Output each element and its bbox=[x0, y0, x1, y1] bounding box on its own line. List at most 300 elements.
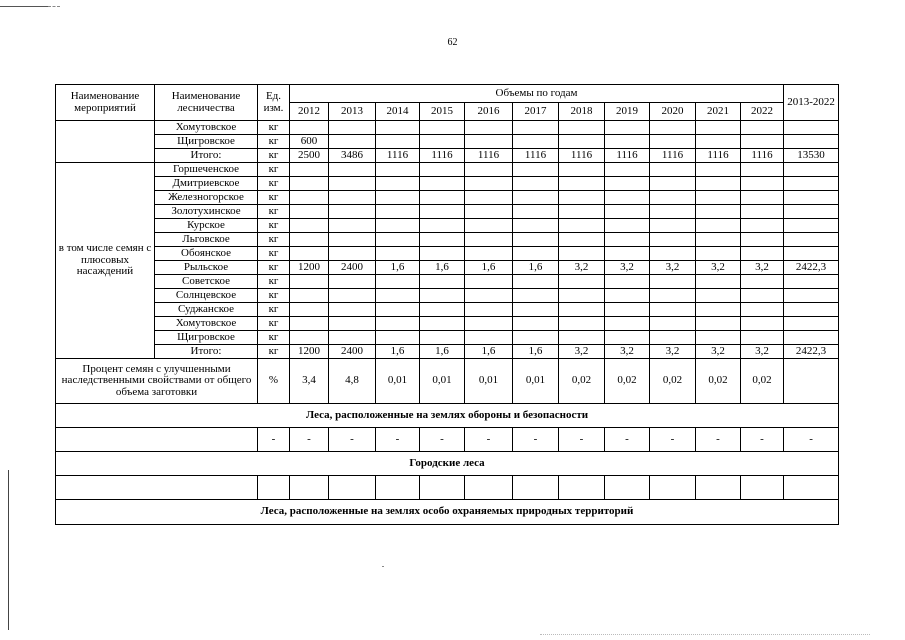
table-row bbox=[56, 121, 839, 135]
value-cell bbox=[605, 163, 650, 177]
value-cell: 1,6 bbox=[465, 345, 513, 359]
value-cell: 1116 bbox=[465, 149, 513, 163]
value-cell bbox=[376, 275, 420, 289]
value-cell bbox=[696, 205, 741, 219]
value-cell bbox=[420, 135, 465, 149]
empty-cell bbox=[329, 476, 376, 500]
value-cell bbox=[741, 177, 784, 191]
total-cell bbox=[784, 275, 839, 289]
value-cell bbox=[605, 177, 650, 191]
value-cell bbox=[650, 177, 696, 191]
value-cell bbox=[559, 303, 605, 317]
value-cell bbox=[513, 303, 559, 317]
value-cell bbox=[465, 191, 513, 205]
total-cell bbox=[784, 303, 839, 317]
unit-cell: кг bbox=[258, 275, 290, 289]
value-cell bbox=[329, 303, 376, 317]
dash-row bbox=[56, 428, 839, 452]
forestry-cell: Дмитриевское bbox=[155, 177, 258, 191]
value-cell: 1,6 bbox=[376, 261, 420, 275]
value-cell: 1116 bbox=[696, 149, 741, 163]
value-cell: 0,01 bbox=[420, 359, 465, 404]
forestry-cell: Льговское bbox=[155, 233, 258, 247]
value-cell bbox=[329, 135, 376, 149]
value-cell: 4,8 bbox=[329, 359, 376, 404]
value-cell bbox=[696, 317, 741, 331]
value-cell bbox=[741, 205, 784, 219]
total-cell bbox=[784, 191, 839, 205]
value-cell bbox=[329, 121, 376, 135]
value-cell bbox=[513, 191, 559, 205]
value-cell bbox=[696, 219, 741, 233]
value-cell: - bbox=[376, 428, 420, 452]
value-cell bbox=[329, 247, 376, 261]
value-cell bbox=[650, 135, 696, 149]
header-unit: Ед. изм. bbox=[258, 85, 290, 121]
empty-cell bbox=[784, 476, 839, 500]
unit-cell: кг bbox=[258, 331, 290, 345]
value-cell: 3,2 bbox=[650, 261, 696, 275]
value-cell bbox=[376, 303, 420, 317]
value-cell: 1,6 bbox=[465, 261, 513, 275]
value-cell bbox=[559, 247, 605, 261]
header-year: 2022 bbox=[741, 103, 784, 121]
activity-cell-continued bbox=[56, 121, 155, 163]
value-cell bbox=[650, 289, 696, 303]
empty-cell bbox=[290, 476, 329, 500]
forestry-cell: Железногорское bbox=[155, 191, 258, 205]
value-cell: - bbox=[650, 428, 696, 452]
value-cell bbox=[465, 275, 513, 289]
value-cell bbox=[605, 317, 650, 331]
value-cell: 1116 bbox=[513, 149, 559, 163]
value-cell bbox=[465, 121, 513, 135]
value-cell: 1,6 bbox=[513, 261, 559, 275]
section-protected-areas-row bbox=[56, 500, 839, 525]
value-cell bbox=[741, 317, 784, 331]
value-cell: - bbox=[290, 428, 329, 452]
value-cell bbox=[741, 289, 784, 303]
total-cell: 13530 bbox=[784, 149, 839, 163]
total-cell: 2422,3 bbox=[784, 345, 839, 359]
value-cell: - bbox=[605, 428, 650, 452]
total-cell: - bbox=[784, 428, 839, 452]
value-cell bbox=[650, 317, 696, 331]
value-cell: 1,6 bbox=[376, 345, 420, 359]
value-cell bbox=[605, 247, 650, 261]
value-cell bbox=[513, 289, 559, 303]
forestry-cell: Щигровское bbox=[155, 135, 258, 149]
value-cell bbox=[559, 163, 605, 177]
value-cell bbox=[513, 317, 559, 331]
value-cell bbox=[741, 163, 784, 177]
activity-cell: в том числе семян с плюсовых насаждений bbox=[56, 163, 155, 359]
value-cell: 3,2 bbox=[696, 261, 741, 275]
value-cell bbox=[465, 247, 513, 261]
header-row bbox=[56, 85, 839, 103]
header-year: 2016 bbox=[465, 103, 513, 121]
value-cell bbox=[605, 303, 650, 317]
value-cell bbox=[696, 247, 741, 261]
table-row bbox=[56, 205, 839, 219]
value-cell: - bbox=[465, 428, 513, 452]
value-cell bbox=[696, 163, 741, 177]
value-cell bbox=[513, 233, 559, 247]
value-cell: 3,2 bbox=[741, 345, 784, 359]
unit-cell: кг bbox=[258, 191, 290, 205]
empty-cell bbox=[741, 476, 784, 500]
value-cell bbox=[290, 289, 329, 303]
value-cell bbox=[290, 317, 329, 331]
value-cell bbox=[420, 303, 465, 317]
value-cell bbox=[420, 205, 465, 219]
value-cell bbox=[559, 317, 605, 331]
value-cell bbox=[650, 121, 696, 135]
value-cell bbox=[290, 219, 329, 233]
value-cell bbox=[605, 135, 650, 149]
unit-cell: кг bbox=[258, 247, 290, 261]
value-cell bbox=[376, 247, 420, 261]
scan-artifact-dot bbox=[382, 566, 384, 567]
unit-cell: - bbox=[258, 428, 290, 452]
value-cell: 0,01 bbox=[513, 359, 559, 404]
scan-artifact-dots bbox=[540, 634, 870, 636]
value-cell: 3,2 bbox=[559, 261, 605, 275]
header-year: 2014 bbox=[376, 103, 420, 121]
forestry-cell: Хомутовское bbox=[155, 121, 258, 135]
value-cell bbox=[741, 247, 784, 261]
value-cell bbox=[605, 121, 650, 135]
value-cell bbox=[605, 233, 650, 247]
total-cell bbox=[784, 331, 839, 345]
forestry-cell: Рыльское bbox=[155, 261, 258, 275]
total-cell bbox=[784, 121, 839, 135]
forest-seed-table bbox=[55, 84, 839, 525]
percent-row bbox=[56, 359, 839, 404]
value-cell: 1200 bbox=[290, 261, 329, 275]
total-cell bbox=[784, 317, 839, 331]
total-cell bbox=[784, 177, 839, 191]
value-cell bbox=[376, 121, 420, 135]
section-urban-forests-row bbox=[56, 452, 839, 476]
unit-cell: кг bbox=[258, 233, 290, 247]
value-cell bbox=[420, 233, 465, 247]
value-cell bbox=[376, 191, 420, 205]
value-cell bbox=[650, 275, 696, 289]
value-cell bbox=[329, 233, 376, 247]
value-cell bbox=[741, 233, 784, 247]
value-cell bbox=[696, 191, 741, 205]
forestry-cell: Итого: bbox=[155, 345, 258, 359]
value-cell bbox=[513, 121, 559, 135]
unit-cell: кг bbox=[258, 135, 290, 149]
unit-cell: кг bbox=[258, 289, 290, 303]
value-cell bbox=[696, 233, 741, 247]
value-cell bbox=[376, 163, 420, 177]
value-cell bbox=[420, 247, 465, 261]
value-cell bbox=[329, 317, 376, 331]
value-cell bbox=[559, 275, 605, 289]
scan-artifact-line bbox=[0, 6, 48, 7]
empty-cell bbox=[56, 476, 258, 500]
value-cell bbox=[329, 275, 376, 289]
total-cell bbox=[784, 359, 839, 404]
value-cell bbox=[420, 177, 465, 191]
value-cell bbox=[605, 191, 650, 205]
value-cell bbox=[650, 233, 696, 247]
value-cell bbox=[376, 135, 420, 149]
value-cell: 3,2 bbox=[605, 261, 650, 275]
blank-row bbox=[56, 476, 839, 500]
value-cell bbox=[290, 205, 329, 219]
value-cell: 3,2 bbox=[650, 345, 696, 359]
unit-cell: кг bbox=[258, 177, 290, 191]
value-cell bbox=[650, 219, 696, 233]
header-activity: Наименование мероприятий bbox=[56, 85, 155, 121]
empty-cell bbox=[559, 476, 605, 500]
value-cell bbox=[513, 219, 559, 233]
total-cell bbox=[784, 289, 839, 303]
scan-artifact-margin-line bbox=[8, 470, 9, 630]
value-cell bbox=[465, 135, 513, 149]
value-cell: - bbox=[513, 428, 559, 452]
value-cell bbox=[605, 205, 650, 219]
unit-cell: кг bbox=[258, 219, 290, 233]
value-cell bbox=[290, 275, 329, 289]
value-cell bbox=[290, 303, 329, 317]
value-cell bbox=[650, 163, 696, 177]
value-cell: 1116 bbox=[420, 149, 465, 163]
value-cell bbox=[376, 317, 420, 331]
header-year: 2013 bbox=[329, 103, 376, 121]
value-cell bbox=[741, 303, 784, 317]
header-year: 2018 bbox=[559, 103, 605, 121]
value-cell bbox=[650, 205, 696, 219]
value-cell bbox=[741, 219, 784, 233]
empty-cell bbox=[696, 476, 741, 500]
header-year: 2012 bbox=[290, 103, 329, 121]
value-cell: - bbox=[696, 428, 741, 452]
value-cell: 0,02 bbox=[696, 359, 741, 404]
forestry-cell: Солнцевское bbox=[155, 289, 258, 303]
value-cell bbox=[420, 289, 465, 303]
value-cell: 600 bbox=[290, 135, 329, 149]
value-cell bbox=[513, 135, 559, 149]
value-cell: - bbox=[741, 428, 784, 452]
scan-artifact-dash bbox=[48, 6, 60, 8]
table-row bbox=[56, 289, 839, 303]
value-cell bbox=[420, 191, 465, 205]
total-cell bbox=[784, 135, 839, 149]
value-cell: - bbox=[420, 428, 465, 452]
table-body bbox=[56, 85, 839, 525]
empty-cell bbox=[258, 476, 290, 500]
table-row bbox=[56, 331, 839, 345]
value-cell bbox=[513, 331, 559, 345]
forestry-cell: Советское bbox=[155, 275, 258, 289]
value-cell bbox=[559, 135, 605, 149]
value-cell: 2400 bbox=[329, 261, 376, 275]
unit-cell: кг bbox=[258, 149, 290, 163]
value-cell bbox=[420, 121, 465, 135]
value-cell bbox=[329, 163, 376, 177]
value-cell bbox=[696, 135, 741, 149]
value-cell: 3,2 bbox=[605, 345, 650, 359]
section-urban-forests: Городские леса bbox=[56, 452, 839, 476]
table-row bbox=[56, 345, 839, 359]
value-cell bbox=[465, 177, 513, 191]
value-cell bbox=[605, 331, 650, 345]
value-cell bbox=[559, 191, 605, 205]
value-cell bbox=[290, 177, 329, 191]
value-cell bbox=[465, 303, 513, 317]
empty-cell bbox=[650, 476, 696, 500]
value-cell: 3486 bbox=[329, 149, 376, 163]
value-cell bbox=[513, 163, 559, 177]
value-cell bbox=[420, 317, 465, 331]
value-cell bbox=[605, 275, 650, 289]
value-cell bbox=[376, 331, 420, 345]
value-cell bbox=[290, 163, 329, 177]
header-forestry: Наименование лесничества bbox=[155, 85, 258, 121]
unit-cell: кг bbox=[258, 317, 290, 331]
unit-cell: кг bbox=[258, 163, 290, 177]
table-row bbox=[56, 149, 839, 163]
value-cell: 3,4 bbox=[290, 359, 329, 404]
table-row bbox=[56, 177, 839, 191]
table-row bbox=[56, 219, 839, 233]
value-cell: 0,01 bbox=[376, 359, 420, 404]
total-cell bbox=[784, 219, 839, 233]
value-cell bbox=[605, 219, 650, 233]
value-cell bbox=[329, 205, 376, 219]
unit-cell: кг bbox=[258, 261, 290, 275]
value-cell bbox=[465, 317, 513, 331]
value-cell: 1116 bbox=[605, 149, 650, 163]
value-cell bbox=[376, 219, 420, 233]
value-cell bbox=[329, 289, 376, 303]
value-cell: 0,01 bbox=[465, 359, 513, 404]
header-year: 2015 bbox=[420, 103, 465, 121]
value-cell bbox=[290, 191, 329, 205]
header-total-period: 2013-2022 bbox=[784, 85, 839, 121]
value-cell bbox=[329, 177, 376, 191]
section-defense-lands-row bbox=[56, 404, 839, 428]
unit-cell: % bbox=[258, 359, 290, 404]
value-cell bbox=[376, 233, 420, 247]
value-cell: 1200 bbox=[290, 345, 329, 359]
header-year: 2020 bbox=[650, 103, 696, 121]
value-cell bbox=[420, 219, 465, 233]
forestry-cell: Горшеченское bbox=[155, 163, 258, 177]
forestry-cell: Обоянское bbox=[155, 247, 258, 261]
value-cell bbox=[465, 219, 513, 233]
value-cell bbox=[696, 289, 741, 303]
value-cell: 2400 bbox=[329, 345, 376, 359]
value-cell bbox=[329, 219, 376, 233]
empty-cell bbox=[465, 476, 513, 500]
value-cell bbox=[605, 289, 650, 303]
table-row bbox=[56, 163, 839, 177]
value-cell bbox=[513, 275, 559, 289]
percent-label: Процент семян с улучшенными наследственными свойствами от общего объема заготовки bbox=[56, 359, 258, 404]
value-cell bbox=[741, 331, 784, 345]
value-cell bbox=[329, 191, 376, 205]
table-row bbox=[56, 233, 839, 247]
header-year: 2017 bbox=[513, 103, 559, 121]
value-cell bbox=[290, 331, 329, 345]
header-year: 2021 bbox=[696, 103, 741, 121]
value-cell bbox=[741, 121, 784, 135]
header-volumes-by-year: Объемы по годам bbox=[290, 85, 784, 103]
empty-cell bbox=[376, 476, 420, 500]
value-cell bbox=[696, 177, 741, 191]
value-cell bbox=[741, 275, 784, 289]
table-row bbox=[56, 135, 839, 149]
section-protected-areas: Леса, расположенные на землях особо охраняемых природных территорий bbox=[56, 500, 839, 525]
page-number: 62 bbox=[447, 37, 458, 48]
value-cell bbox=[465, 233, 513, 247]
value-cell bbox=[465, 289, 513, 303]
value-cell: 3,2 bbox=[559, 345, 605, 359]
value-cell bbox=[559, 233, 605, 247]
value-cell bbox=[559, 177, 605, 191]
value-cell: - bbox=[329, 428, 376, 452]
table-row bbox=[56, 275, 839, 289]
value-cell bbox=[376, 205, 420, 219]
forestry-cell: Курское bbox=[155, 219, 258, 233]
section-defense-lands: Леса, расположенные на землях обороны и безопасности bbox=[56, 404, 839, 428]
total-cell bbox=[784, 233, 839, 247]
value-cell: 1116 bbox=[741, 149, 784, 163]
value-cell bbox=[559, 219, 605, 233]
value-cell bbox=[650, 247, 696, 261]
value-cell bbox=[420, 331, 465, 345]
value-cell bbox=[420, 163, 465, 177]
value-cell bbox=[513, 205, 559, 219]
header-year: 2019 bbox=[605, 103, 650, 121]
value-cell bbox=[559, 331, 605, 345]
table-row bbox=[56, 303, 839, 317]
forestry-cell: Суджанское bbox=[155, 303, 258, 317]
value-cell: 0,02 bbox=[559, 359, 605, 404]
value-cell: 1,6 bbox=[420, 345, 465, 359]
value-cell bbox=[376, 289, 420, 303]
unit-cell: кг bbox=[258, 121, 290, 135]
value-cell bbox=[559, 121, 605, 135]
total-cell: 2422,3 bbox=[784, 261, 839, 275]
value-cell: 0,02 bbox=[650, 359, 696, 404]
value-cell bbox=[696, 275, 741, 289]
value-cell: 1,6 bbox=[513, 345, 559, 359]
forestry-cell: Щигровское bbox=[155, 331, 258, 345]
value-cell bbox=[290, 247, 329, 261]
value-cell bbox=[559, 205, 605, 219]
table-row bbox=[56, 247, 839, 261]
value-cell bbox=[329, 331, 376, 345]
value-cell bbox=[559, 289, 605, 303]
table-row bbox=[56, 317, 839, 331]
value-cell: 1,6 bbox=[420, 261, 465, 275]
value-cell bbox=[465, 205, 513, 219]
forestry-cell: Хомутовское bbox=[155, 317, 258, 331]
value-cell bbox=[741, 135, 784, 149]
value-cell bbox=[741, 191, 784, 205]
value-cell bbox=[650, 331, 696, 345]
value-cell: 1116 bbox=[650, 149, 696, 163]
value-cell: 1116 bbox=[559, 149, 605, 163]
empty-cell bbox=[605, 476, 650, 500]
